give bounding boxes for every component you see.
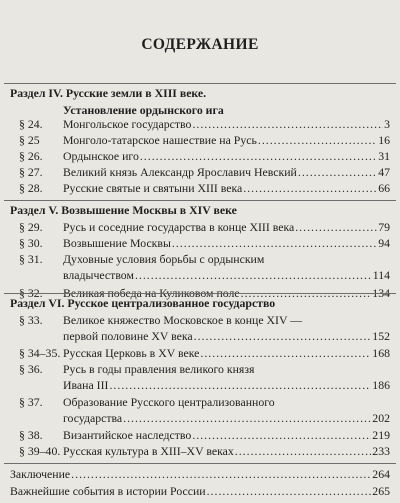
entry-title: Русь и соседние государства в конце XIII века: [63, 220, 295, 234]
entry-title-cont: владычеством: [63, 268, 134, 282]
entry-number: § 24.: [19, 117, 43, 131]
entry-title: Образование Русского централизованного: [63, 395, 275, 409]
entry-page: 94: [378, 236, 390, 250]
entry-title: Русские святые и святыни XIII века: [63, 181, 243, 195]
page-title: СОДЕРЖАНИЕ: [141, 36, 259, 53]
section-subheading: Установление ордынского ига: [63, 103, 224, 117]
entry-title: Русская Церковь в XV веке: [63, 346, 200, 360]
entry-number: § 27.: [19, 165, 43, 179]
entry-title-cont: Ивана III: [63, 378, 109, 392]
section-heading: Раздел V. Возвышение Москвы в XIV веке: [10, 203, 237, 217]
section-heading: Раздел VI. Русское централизованное государство: [10, 296, 276, 310]
entry-title-cont: первой половине XV века: [63, 329, 193, 343]
entry-title: Возвышение Москвы: [63, 236, 171, 250]
entry-page: 168: [372, 346, 390, 360]
entry-page: 3: [384, 117, 390, 131]
entry-page: 265: [372, 484, 390, 498]
entry-number: § 28.: [19, 181, 43, 195]
entry-page: 186: [372, 378, 390, 392]
entry-number: § 34–35.: [19, 346, 61, 360]
entry-page: 79: [378, 220, 390, 234]
entry-number: § 29.: [19, 220, 43, 234]
entry-title: Русь в годы правления великого князя: [63, 362, 255, 376]
entry-title: Монгольское государство: [63, 117, 192, 131]
entry-number: § 31.: [19, 252, 43, 266]
section-divider: [4, 83, 396, 84]
entry-title: Византийское наследство: [63, 428, 192, 442]
entry-number: § 33.: [19, 313, 43, 327]
section-divider: [4, 200, 396, 201]
toc-entry-conclusion[interactable]: [10, 467, 390, 482]
toc-entry-events[interactable]: [10, 484, 390, 499]
section-divider: [4, 293, 396, 294]
entry-page: 16: [378, 133, 390, 147]
entry-title: Заключение: [10, 467, 71, 481]
entry-title: Русская культура в XIII–XV веках: [63, 444, 234, 458]
entry-title: Великое княжество Московское в конце XIV —: [63, 313, 303, 327]
entry-title: Ордынское иго: [63, 149, 139, 163]
entry-page: 233: [372, 444, 390, 458]
entry-page: 134: [372, 286, 390, 300]
entry-title: Важнейшие события в истории России: [10, 484, 206, 498]
entry-page: 202: [372, 411, 390, 425]
entry-title: Великая победа на Куликовом поле: [63, 286, 240, 300]
section-divider: [4, 463, 396, 464]
entry-page: 152: [372, 329, 390, 343]
entry-number: § 37.: [19, 395, 43, 409]
section-heading: Раздел IV. Русские земли в XIII веке.: [10, 86, 207, 100]
entry-number: § 39–40.: [19, 444, 61, 458]
entry-number: § 38.: [19, 428, 43, 442]
entry-page: 264: [372, 467, 390, 481]
entry-title-cont: государства: [63, 411, 123, 425]
entry-page: 114: [372, 268, 390, 282]
entry-title: Духовные условия борьбы с ордынским: [63, 252, 265, 266]
entry-number: § 26.: [19, 149, 43, 163]
entry-page: 219: [372, 428, 390, 442]
entry-number: § 36.: [19, 362, 43, 376]
entry-number: § 32.: [19, 286, 43, 300]
entry-title: Великий князь Александр Ярославич Невский: [63, 165, 297, 179]
entry-number: § 25: [19, 133, 40, 147]
entry-page: 66: [378, 181, 390, 195]
entry-page: 47: [378, 165, 390, 179]
entry-title: Монголо-татарское нашествие на Русь: [63, 133, 257, 147]
entry-number: § 30.: [19, 236, 43, 250]
entry-page: 31: [378, 149, 390, 163]
